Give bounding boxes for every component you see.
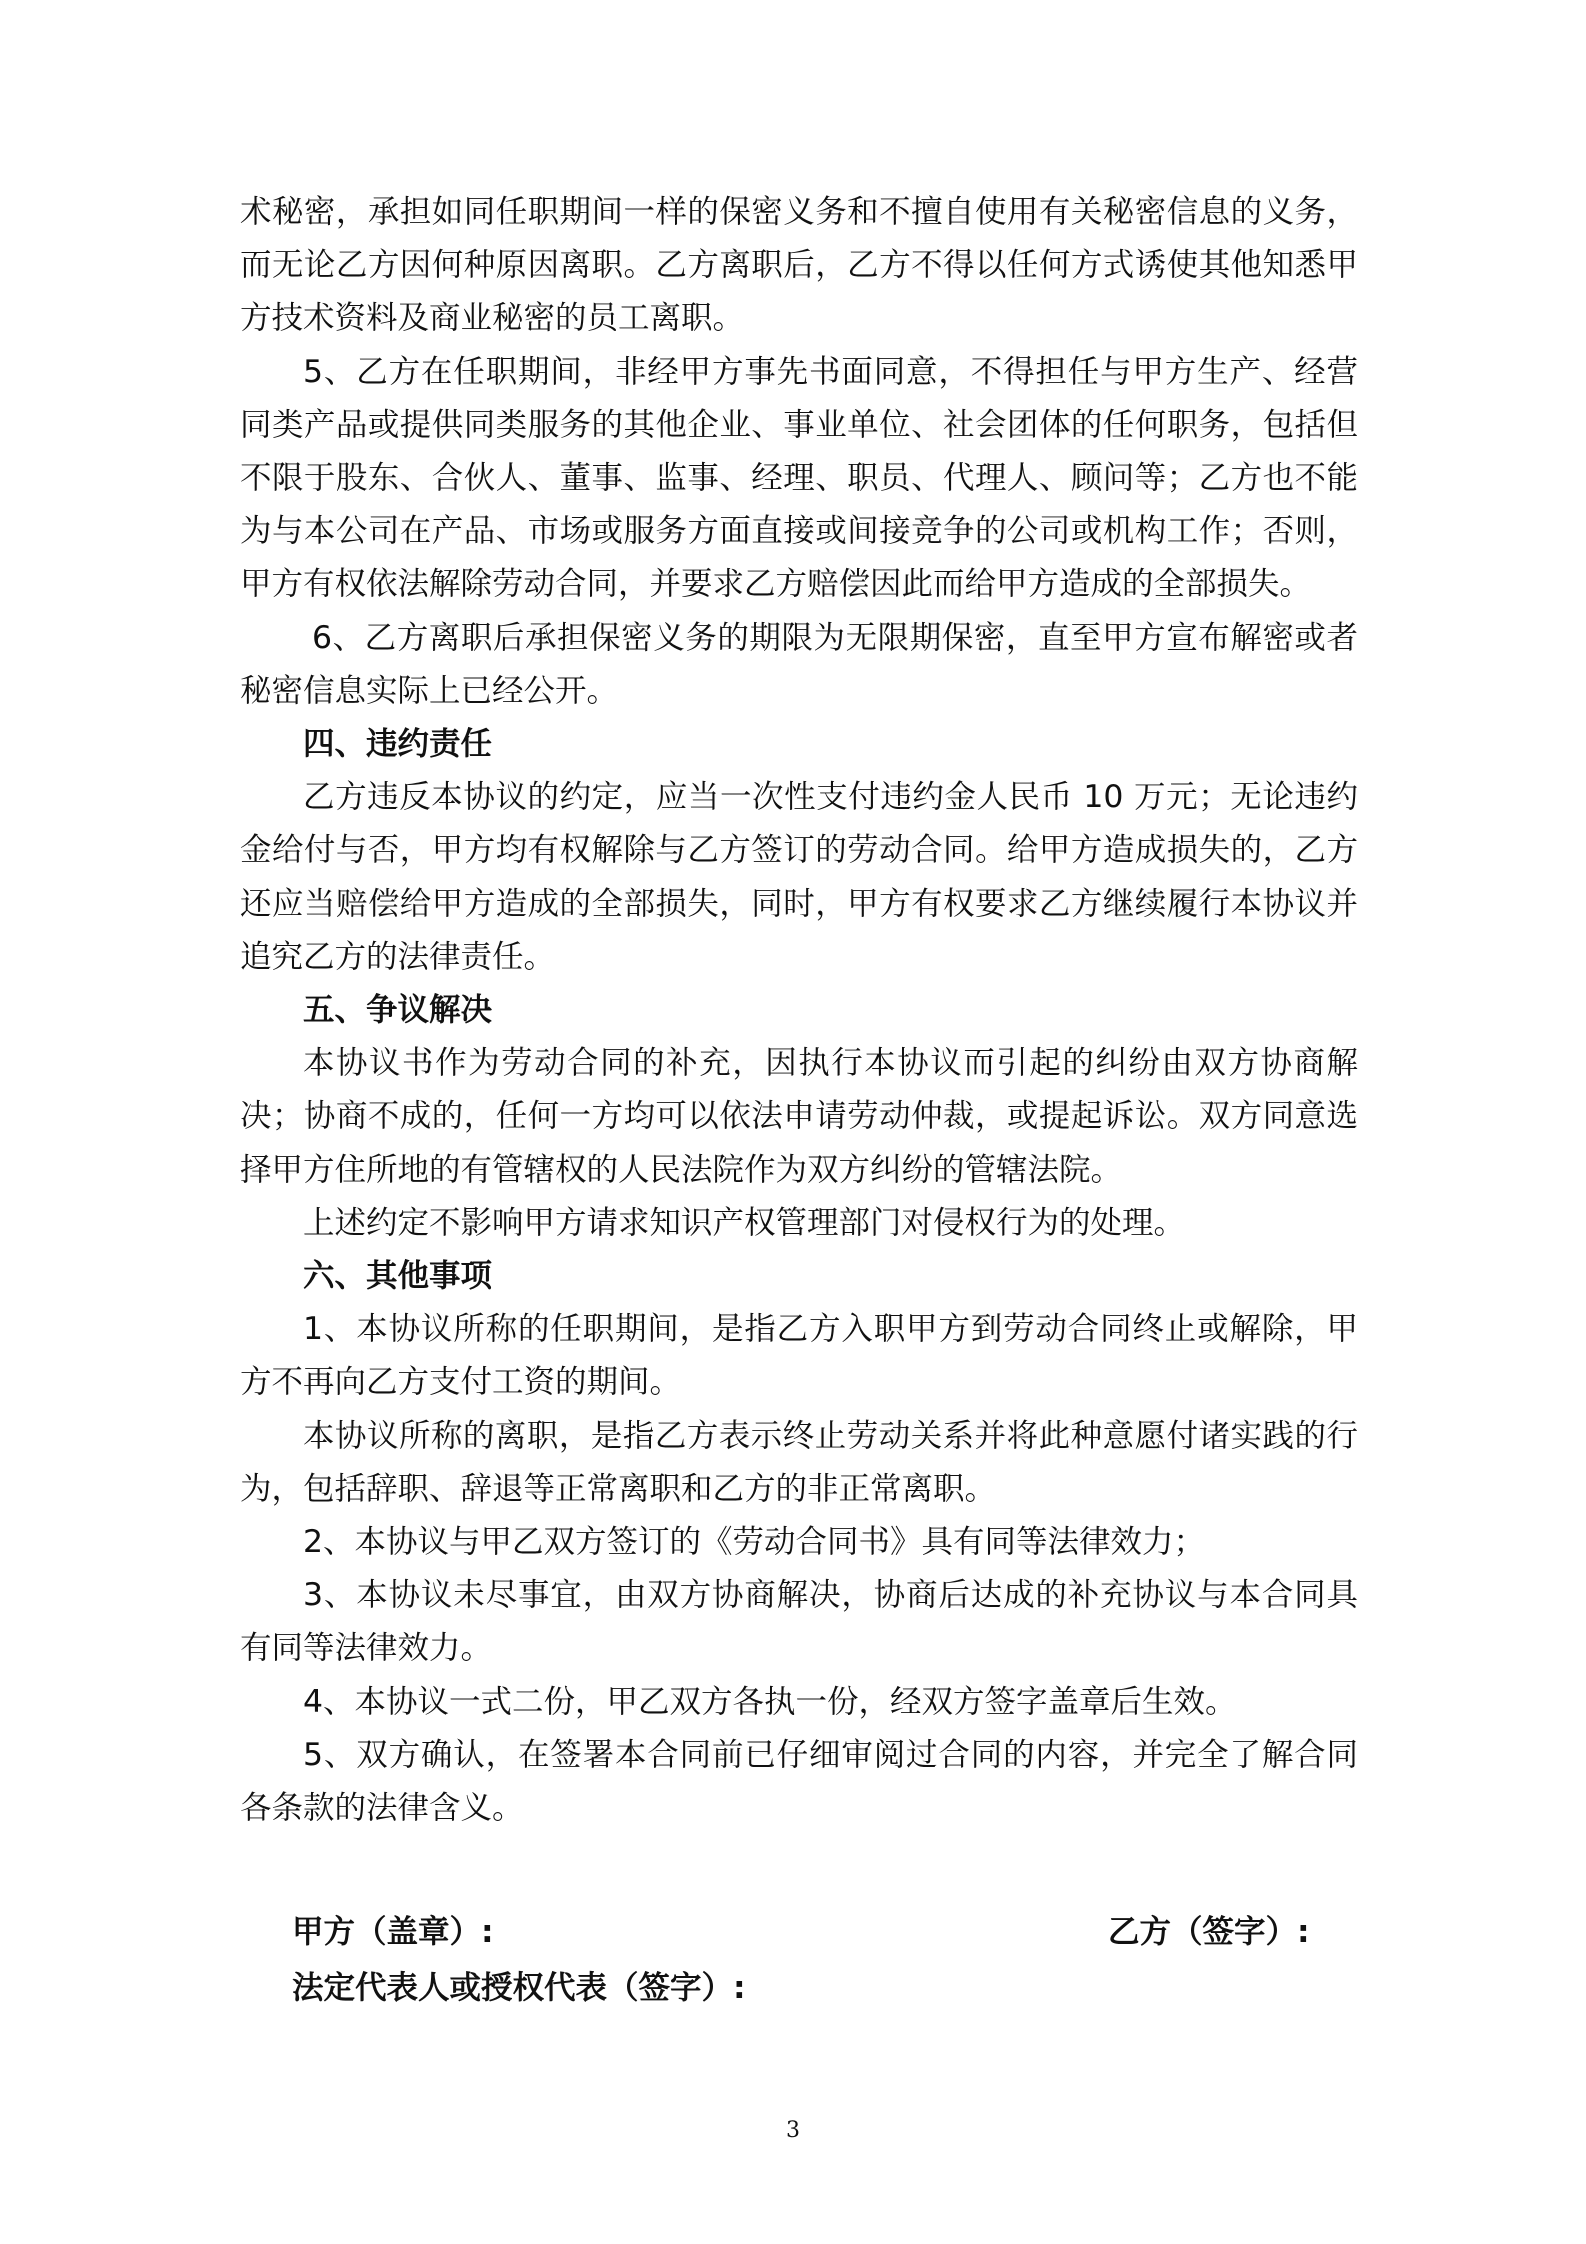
paragraph-ip-authority: 上述约定不影响甲方请求知识产权管理部门对侵权行为的处理。 [303,1204,1186,1241]
clause-2-legal-effect: 2、本协议与甲乙双方签订的《劳动合同书》具有同等法律效力； [303,1524,1206,1561]
section-heading-other: 六、其他事项 [303,1258,493,1295]
clause-4-copies: 4、本协议一式二份，甲乙双方各执一份，经双方签字盖章后生效。 [303,1683,1237,1720]
clause-5-confirmation: 5、双方确认，在签署本合同前已仔细审阅过合同的内容，并完全了解合同各条款的法律含义。 [240,1736,1358,1827]
paragraph-dispute-resolution: 本协议书作为劳动合同的补充，因执行本协议而引起的纠纷由双方协商解决；协商不成的，任何一方均可以依法申请劳动仲裁，或提起诉讼。双方同意选择甲方住所地的有管辖权的人民法院作为双方纠纷的管辖法院。 [240,1045,1358,1188]
clause-1-employment-period: 1、本协议所称的任职期间，是指乙方入职甲方到劳动合同终止或解除，甲方不再向乙方支付工资的期间。 [240,1311,1358,1401]
page-number: 3 [786,2118,800,2143]
clause-3-supplementary: 3、本协议未尽事宜，由双方协商解决，协商后达成的补充协议与本合同具有同等法律效力。 [240,1577,1358,1667]
paragraph-confidentiality-continued: 术秘密，承担如同任职期间一样的保密义务和不擅自使用有关秘密信息的义务，而无论乙方因何种原因离职。乙方离职后，乙方不得以任何方式诱使其他知悉甲方技术资料及商业秘密的员工离职。 [240,194,1358,337]
document-body [240,186,1358,1835]
paragraph-breach-liability: 乙方违反本协议的约定，应当一次性支付违约金人民币 10 万元；无论违约金给付与否，甲方均有权解除与乙方签订的劳动合同。给甲方造成损失的，乙方还应当赔偿给甲方造成的全部损失，同时，甲方有权要求乙方继续履行本协议并追究乙方的法律责任。 [240,779,1358,975]
clause-5-non-compete: 5、乙方在任职期间，非经甲方事先书面同意，不得担任与甲方生产、经营同类产品或提供同类服务的其他企业、事业单位、社会团体的任何职务，包括但不限于股东、合伙人、董事、监事、经理、职员、代理人、顾问等；乙方也不能为与本公司在产品、市场或服务方面直接或间接竞争的公司或机构工作；否则，甲方有权依法解除劳动合同，并要求乙方赔偿因此而给甲方造成的全部损失。 [240,353,1358,603]
section-heading-dispute: 五、争议解决 [303,992,493,1029]
party-a-seal-label: 甲方（盖章）: [292,1914,494,1950]
party-b-signature-label: 乙方（签字）: [1108,1914,1310,1950]
representative-signature-label: 法定代表人或授权代表（签字）: [292,1970,746,2006]
section-heading-breach: 四、违约责任 [303,726,493,763]
paragraph-resignation-definition: 本协议所称的离职，是指乙方表示终止劳动关系并将此种意愿付诸实践的行为，包括辞职、辞退等正常离职和乙方的非正常离职。 [240,1417,1358,1507]
clause-6-confidentiality-term: 6、乙方离职后承担保密义务的期限为无限期保密，直至甲方宣布解密或者秘密信息实际上已经公开。 [240,619,1358,709]
